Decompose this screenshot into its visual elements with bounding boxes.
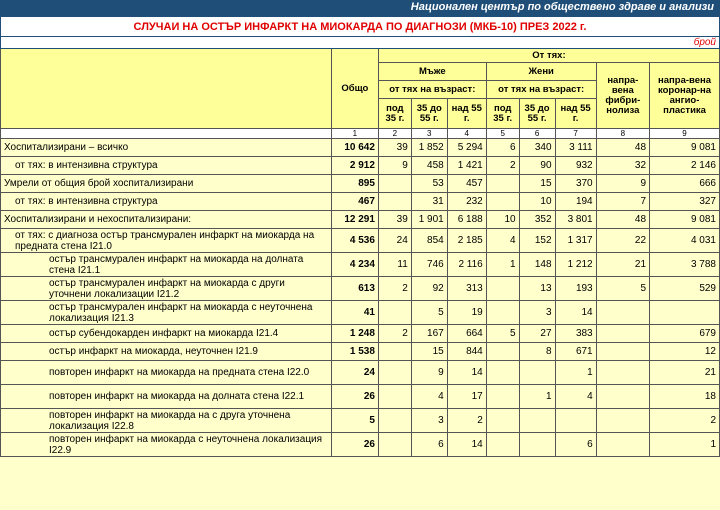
header-women-age2: 35 до 55 г. (519, 99, 555, 129)
table-row (1, 157, 720, 175)
value-cell: 7 (596, 193, 649, 211)
value-cell (378, 409, 411, 433)
row-label: повторен инфаркт на миокарда на предната стена I22.0 (1, 361, 332, 385)
value-cell: 22 (596, 229, 649, 253)
value-cell: 679 (650, 325, 720, 343)
value-cell: 194 (555, 193, 596, 211)
total-cell: 5 (331, 409, 378, 433)
value-cell (486, 175, 519, 193)
value-cell: 9 (596, 175, 649, 193)
value-cell: 6 188 (447, 211, 486, 229)
value-cell: 10 (486, 211, 519, 229)
value-cell: 3 (411, 409, 447, 433)
table-row (1, 409, 720, 433)
header-men-age2: 35 до 55 г. (411, 99, 447, 129)
value-cell: 18 (650, 385, 720, 409)
value-cell: 9 081 (650, 139, 720, 157)
table-row (1, 139, 720, 157)
total-cell: 1 538 (331, 343, 378, 361)
value-cell: 458 (411, 157, 447, 175)
total-cell: 12 291 (331, 211, 378, 229)
value-cell: 24 (378, 229, 411, 253)
value-cell: 10 (519, 193, 555, 211)
table-row (1, 211, 720, 229)
value-cell (596, 409, 649, 433)
value-cell: 2 (486, 157, 519, 175)
row-label: остър трансмурален инфаркт на миокарда с неуточнена локализация I21.3 (1, 301, 332, 325)
unit-label: брой (693, 37, 716, 48)
column-number: 9 (650, 129, 720, 139)
row-label: от тях: в интензивна структура (1, 157, 332, 175)
value-cell: 148 (519, 253, 555, 277)
value-cell: 5 294 (447, 139, 486, 157)
value-cell (378, 385, 411, 409)
value-cell: 1 901 (411, 211, 447, 229)
value-cell: 12 (650, 343, 720, 361)
value-cell (378, 343, 411, 361)
unit-cell (1, 37, 720, 49)
total-cell: 4 536 (331, 229, 378, 253)
table-row (1, 175, 720, 193)
total-cell: 26 (331, 385, 378, 409)
value-cell: 2 (447, 409, 486, 433)
value-cell: 844 (447, 343, 486, 361)
table-row (1, 301, 720, 325)
row-label: Умрели от общия брой хоспитализирани (1, 175, 332, 193)
value-cell: 1 421 (447, 157, 486, 175)
value-cell: 1 (486, 253, 519, 277)
value-cell (378, 301, 411, 325)
source-bar (0, 0, 720, 16)
column-number: 2 (378, 129, 411, 139)
column-number: 6 (519, 129, 555, 139)
value-cell: 152 (519, 229, 555, 253)
header-angioplasty: напра-вена коронар-на ангио-пластика (650, 63, 720, 129)
value-cell: 529 (650, 277, 720, 301)
value-cell (486, 343, 519, 361)
data-table (0, 16, 720, 457)
value-cell (378, 175, 411, 193)
value-cell (596, 433, 649, 457)
value-cell: 666 (650, 175, 720, 193)
value-cell: 2 116 (447, 253, 486, 277)
source-text: Национален център по обществено здраве и анализи (410, 1, 714, 13)
value-cell: 27 (519, 325, 555, 343)
value-cell: 6 (411, 433, 447, 457)
row-label: от тях: в интензивна структура (1, 193, 332, 211)
value-cell (486, 193, 519, 211)
header-men-age3: над 55 г. (447, 99, 486, 129)
value-cell: 32 (596, 157, 649, 175)
value-cell (378, 433, 411, 457)
value-cell: 340 (519, 139, 555, 157)
value-cell (519, 361, 555, 385)
column-number: 3 (411, 129, 447, 139)
value-cell (486, 433, 519, 457)
value-cell (486, 385, 519, 409)
value-cell: 48 (596, 211, 649, 229)
table-row (1, 277, 720, 301)
value-cell: 854 (411, 229, 447, 253)
column-number-blank (1, 129, 332, 139)
value-cell: 39 (378, 211, 411, 229)
value-cell: 5 (411, 301, 447, 325)
table-row (1, 253, 720, 277)
value-cell: 90 (519, 157, 555, 175)
value-cell: 21 (650, 361, 720, 385)
value-cell: 193 (555, 277, 596, 301)
value-cell: 14 (555, 301, 596, 325)
column-number: 7 (555, 129, 596, 139)
header-men-age: от тях на възраст: (378, 81, 486, 99)
value-cell: 48 (596, 139, 649, 157)
row-label: остър инфаркт на миокарда, неуточнен I21.9 (1, 343, 332, 361)
value-cell: 4 (486, 229, 519, 253)
row-label: от тях: с диагноза остър трансмурален инфаркт на миокарда на предната стена I21.0 (1, 229, 332, 253)
value-cell: 1 (650, 433, 720, 457)
value-cell: 5 (486, 325, 519, 343)
table-row (1, 343, 720, 361)
value-cell: 11 (378, 253, 411, 277)
column-number: 4 (447, 129, 486, 139)
value-cell: 313 (447, 277, 486, 301)
value-cell (486, 301, 519, 325)
table-row (1, 361, 720, 385)
value-cell: 746 (411, 253, 447, 277)
value-cell (596, 385, 649, 409)
value-cell: 457 (447, 175, 486, 193)
value-cell: 9 (378, 157, 411, 175)
table-row (1, 325, 720, 343)
table-row (1, 385, 720, 409)
row-label: остър субендокарден инфаркт на миокарда I21.4 (1, 325, 332, 343)
value-cell: 14 (447, 361, 486, 385)
value-cell (519, 409, 555, 433)
value-cell (596, 325, 649, 343)
value-cell: 19 (447, 301, 486, 325)
value-cell (596, 361, 649, 385)
value-cell: 15 (519, 175, 555, 193)
value-cell: 4 (555, 385, 596, 409)
total-cell: 613 (331, 277, 378, 301)
value-cell: 671 (555, 343, 596, 361)
value-cell: 4 (411, 385, 447, 409)
total-cell: 24 (331, 361, 378, 385)
value-cell: 932 (555, 157, 596, 175)
value-cell: 9 (411, 361, 447, 385)
value-cell: 4 031 (650, 229, 720, 253)
value-cell: 232 (447, 193, 486, 211)
value-cell (486, 409, 519, 433)
value-cell (596, 301, 649, 325)
value-cell: 92 (411, 277, 447, 301)
value-cell (486, 361, 519, 385)
value-cell: 2 (378, 277, 411, 301)
header-men-age1: под 35 г. (378, 99, 411, 129)
row-label: повторен инфаркт на миокарда на с друга уточнена локализация I22.8 (1, 409, 332, 433)
row-label: остър трансмурален инфаркт на миокарда на долната стена I21.1 (1, 253, 332, 277)
value-cell (486, 277, 519, 301)
value-cell: 13 (519, 277, 555, 301)
value-cell: 2 (650, 409, 720, 433)
value-cell: 167 (411, 325, 447, 343)
value-cell: 6 (555, 433, 596, 457)
header-women-age3: над 55 г. (555, 99, 596, 129)
row-label: Хоспитализирани – всичко (1, 139, 332, 157)
value-cell: 2 (378, 325, 411, 343)
value-cell: 327 (650, 193, 720, 211)
total-cell: 1 248 (331, 325, 378, 343)
table-title: СЛУЧАИ НА ОСТЪР ИНФАРКТ НА МИОКАРДА ПО ДИАГНОЗИ (МКБ-10) ПРЕЗ 2022 г. (1, 17, 720, 37)
total-cell: 2 912 (331, 157, 378, 175)
value-cell: 352 (519, 211, 555, 229)
value-cell (519, 433, 555, 457)
row-label: повторен инфаркт на миокарда с неуточнена локализация I22.9 (1, 433, 332, 457)
value-cell (378, 361, 411, 385)
table-row (1, 229, 720, 253)
value-cell: 15 (411, 343, 447, 361)
value-cell: 1 317 (555, 229, 596, 253)
value-cell (650, 301, 720, 325)
value-cell (378, 193, 411, 211)
value-cell: 31 (411, 193, 447, 211)
value-cell: 6 (486, 139, 519, 157)
value-cell: 14 (447, 433, 486, 457)
value-cell: 3 788 (650, 253, 720, 277)
value-cell: 370 (555, 175, 596, 193)
total-cell: 467 (331, 193, 378, 211)
value-cell: 8 (519, 343, 555, 361)
header-men: Мъже (378, 63, 486, 81)
value-cell: 21 (596, 253, 649, 277)
value-cell: 5 (596, 277, 649, 301)
total-cell: 895 (331, 175, 378, 193)
value-cell: 1 212 (555, 253, 596, 277)
header-women: Жени (486, 63, 596, 81)
column-number: 8 (596, 129, 649, 139)
header-fibrinolysis: напра-вена фибри-нолиза (596, 63, 649, 129)
value-cell (555, 409, 596, 433)
row-label: остър трансмурален инфаркт на миокарда с други уточнени локализации I21.2 (1, 277, 332, 301)
total-cell: 26 (331, 433, 378, 457)
value-cell: 383 (555, 325, 596, 343)
header-of-them: От тях: (378, 49, 719, 63)
value-cell: 9 081 (650, 211, 720, 229)
value-cell: 1 852 (411, 139, 447, 157)
total-cell: 4 234 (331, 253, 378, 277)
total-cell: 10 642 (331, 139, 378, 157)
table-row (1, 433, 720, 457)
header-total: Общо (331, 49, 378, 129)
header-women-age1: под 35 г. (486, 99, 519, 129)
value-cell: 53 (411, 175, 447, 193)
value-cell: 39 (378, 139, 411, 157)
value-cell (596, 343, 649, 361)
value-cell: 664 (447, 325, 486, 343)
header-women-age: от тях на възраст: (486, 81, 596, 99)
total-cell: 41 (331, 301, 378, 325)
value-cell: 3 111 (555, 139, 596, 157)
column-number: 5 (486, 129, 519, 139)
header-blank (1, 49, 332, 129)
row-label: повторен инфаркт на миокарда на долната стена I22.1 (1, 385, 332, 409)
table-row (1, 193, 720, 211)
value-cell: 1 (519, 385, 555, 409)
value-cell: 17 (447, 385, 486, 409)
column-number: 1 (331, 129, 378, 139)
value-cell: 2 146 (650, 157, 720, 175)
value-cell: 3 801 (555, 211, 596, 229)
value-cell: 2 185 (447, 229, 486, 253)
value-cell: 3 (519, 301, 555, 325)
value-cell: 1 (555, 361, 596, 385)
row-label: Хоспитализирани и нехоспитализирани: (1, 211, 332, 229)
